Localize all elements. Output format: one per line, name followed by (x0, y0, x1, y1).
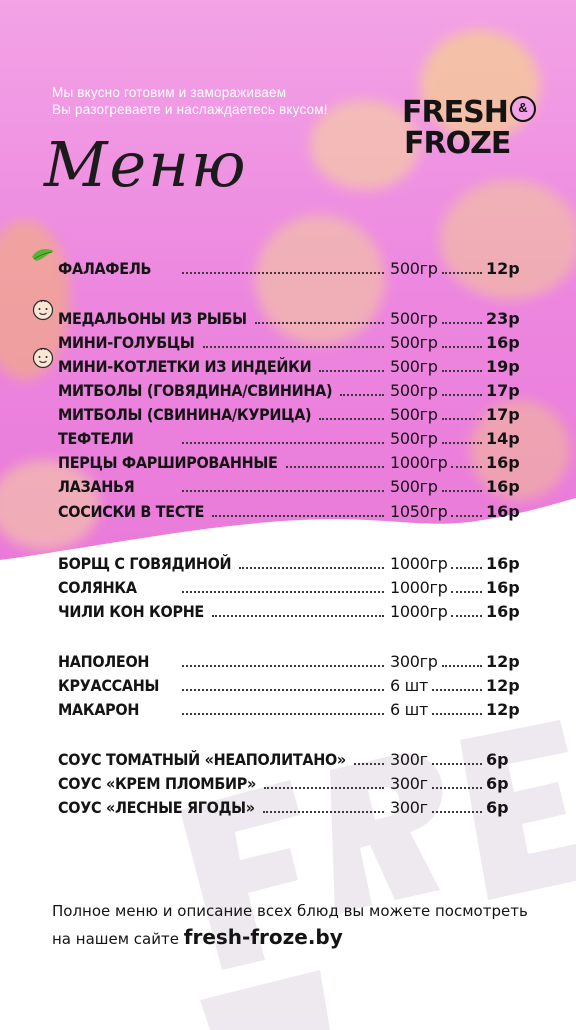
menu-item (58, 700, 518, 722)
menu-item-name: СОСИСКИ В ТЕСТЕ (58, 502, 205, 521)
menu-item (58, 309, 518, 331)
leader-dots (203, 344, 384, 348)
logo-line-2: FROZE (404, 126, 511, 161)
website-link[interactable]: fresh-froze.by (183, 925, 343, 949)
menu-item-weight: 500гр (390, 429, 438, 448)
baby-icon (32, 299, 54, 321)
menu-item (58, 381, 518, 403)
baby-icon (32, 347, 54, 369)
leader-dots (182, 687, 384, 691)
tagline-line-1: Мы вкусно готовим и замораживаем (52, 85, 287, 100)
leader-dots (255, 320, 384, 324)
leader-dots (432, 687, 482, 691)
leader-dots (442, 663, 482, 667)
menu-item (58, 477, 518, 499)
menu-item-weight: 6 шт (390, 676, 429, 695)
leader-dots (182, 589, 384, 593)
leader-dots (286, 464, 384, 468)
menu-item (58, 750, 518, 772)
menu-item-price: 16р (486, 602, 520, 621)
menu-item-weight: 1000гр (390, 554, 448, 573)
menu-item-name: МАКАРОН (58, 700, 140, 719)
leader-dots (451, 589, 482, 593)
footer-note (52, 898, 528, 952)
menu-item-price: 12р (486, 700, 520, 719)
leader-dots (212, 613, 384, 617)
leader-dots (451, 464, 482, 468)
leader-dots (182, 270, 384, 274)
menu-item-name: МИНИ-ГОЛУБЦЫ (58, 333, 195, 352)
leader-dots (432, 809, 482, 813)
menu-item-name: ФАЛАФЕЛЬ (58, 259, 152, 278)
menu-item-weight: 500гр (390, 357, 438, 376)
leader-dots (442, 416, 482, 420)
menu-item-name: НАПОЛЕОН (58, 652, 150, 671)
menu-item-price: 23р (486, 309, 520, 328)
menu-item-weight: 300г (390, 798, 428, 817)
menu-item-weight: 500гр (390, 309, 438, 328)
menu-item-weight: 300г (390, 750, 428, 769)
footer-line-1: Полное меню и описание всех блюд вы можете посмотреть (52, 902, 528, 920)
page-title: Меню (44, 128, 248, 201)
menu-item-price: 6р (486, 774, 509, 793)
leader-dots (182, 711, 384, 715)
leader-dots (442, 270, 482, 274)
menu-item-weight: 500гр (390, 477, 438, 496)
menu-item-price: 17р (486, 381, 520, 400)
leader-dots (451, 613, 482, 617)
leader-dots (212, 513, 384, 517)
menu-item-weight: 6 шт (390, 700, 429, 719)
leader-dots (354, 761, 384, 765)
menu-item-price: 17р (486, 405, 520, 424)
leader-dots (451, 513, 482, 517)
menu-item-price: 14р (486, 429, 520, 448)
menu-item-name: МИТБОЛЫ (ГОВЯДИНА/СВИНИНА) (58, 381, 333, 400)
leaf-icon (30, 247, 56, 265)
leader-dots (319, 368, 384, 372)
menu-item-name: БОРЩ С ГОВЯДИНОЙ (58, 554, 232, 573)
menu-item-name: СОЛЯНКА (58, 578, 137, 597)
leader-dots (442, 368, 482, 372)
menu-item (58, 453, 518, 475)
leader-dots (442, 488, 482, 492)
menu-item-weight: 500гр (390, 405, 438, 424)
footer-line-2-prefix: на нашем сайте (52, 930, 179, 948)
menu-item-price: 12р (486, 259, 520, 278)
menu-item-price: 12р (486, 676, 520, 695)
leader-dots (442, 440, 482, 444)
menu-item-name: ПЕРЦЫ ФАРШИРОВАННЫЕ (58, 453, 278, 472)
menu-item-name: ЛАЗАНЬЯ (58, 477, 135, 496)
menu-item-name: МЕДАЛЬОНЫ ИЗ РЫБЫ (58, 309, 247, 328)
menu-item-name: СОУС ТОМАТНЫЙ «НЕАПОЛИТАНО» (58, 750, 346, 769)
menu-item-price: 12р (486, 652, 520, 671)
leader-dots (442, 320, 482, 324)
leader-dots (432, 761, 482, 765)
leader-dots (239, 565, 384, 569)
menu-item-name: ТЕФТЕЛИ (58, 429, 134, 448)
menu-item (58, 602, 518, 624)
menu-item (58, 333, 518, 355)
menu-item (58, 652, 518, 674)
menu-item-weight: 1050гр (390, 502, 448, 521)
menu-item-price: 16р (486, 477, 520, 496)
menu-item-price: 6р (486, 750, 509, 769)
menu-item (58, 357, 518, 379)
leader-dots (319, 416, 384, 420)
menu-item-name: СОУС «КРЕМ ПЛОМБИР» (58, 774, 256, 793)
menu-item-price: 16р (486, 333, 520, 352)
leader-dots (451, 565, 482, 569)
leader-dots (264, 785, 384, 789)
menu-item-price: 19р (486, 357, 520, 376)
menu-item-name: КРУАССАНЫ (58, 676, 160, 695)
leader-dots (182, 440, 384, 444)
menu-item (58, 774, 518, 796)
menu-item-weight: 500гр (390, 381, 438, 400)
menu-item (58, 502, 518, 524)
menu-item-name: ЧИЛИ КОН КОРНЕ (58, 602, 204, 621)
leader-dots (442, 344, 482, 348)
menu-item-price: 16р (486, 554, 520, 573)
leader-dots (182, 663, 384, 667)
menu-item-weight: 1000гр (390, 602, 448, 621)
menu-item (58, 676, 518, 698)
menu-item-name: МИНИ-КОТЛЕТКИ ИЗ ИНДЕЙКИ (58, 357, 312, 376)
menu-item-price: 16р (486, 578, 520, 597)
menu-item (58, 578, 518, 600)
leader-dots (432, 711, 482, 715)
leader-dots (340, 392, 384, 396)
logo-ampersand: & (510, 96, 536, 122)
menu-item (58, 259, 518, 281)
menu-item-name: СОУС «ЛЕСНЫЕ ЯГОДЫ» (58, 798, 255, 817)
leader-dots (263, 809, 384, 813)
menu-item-weight: 1000гр (390, 453, 448, 472)
menu-item (58, 554, 518, 576)
tagline-line-2: Вы разогреваете и наслаждаетесь вкусом! (52, 102, 328, 117)
menu-item-weight: 500гр (390, 333, 438, 352)
menu-item-weight: 300гр (390, 652, 438, 671)
menu-item-name: МИТБОЛЫ (СВИНИНА/КУРИЦА) (58, 405, 312, 424)
menu-item-price: 16р (486, 453, 520, 472)
menu-item-weight: 300г (390, 774, 428, 793)
leader-dots (442, 392, 482, 396)
menu-item-weight: 1000гр (390, 578, 448, 597)
menu-item (58, 429, 518, 451)
menu-item (58, 405, 518, 427)
menu-item-price: 16р (486, 502, 520, 521)
leader-dots (432, 785, 482, 789)
leader-dots (182, 488, 384, 492)
logo-line-1: FRESH (402, 95, 508, 130)
menu-item (58, 798, 518, 820)
menu-item-weight: 500гр (390, 259, 438, 278)
menu-item-price: 6р (486, 798, 509, 817)
